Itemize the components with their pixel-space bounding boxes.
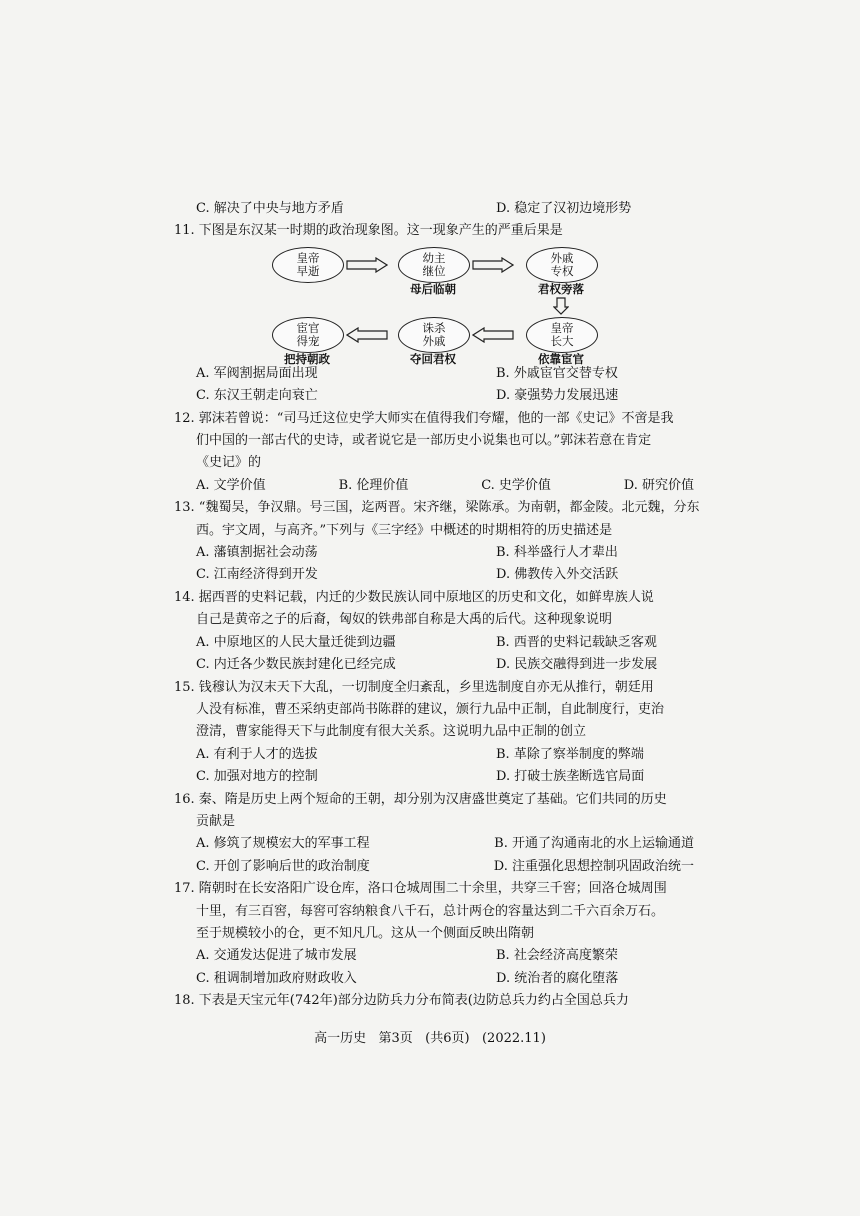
- q13-stem-line2: 西。宇文周，与高齐。”下列与《三字经》中概述的时期相符的历史描述是: [196, 522, 613, 538]
- q14-option-d: D. 民族交融得到进一步发展: [496, 657, 658, 673]
- caption-regain-power: 夺回君权: [410, 351, 456, 366]
- q11-option-b: B. 外戚宦官交替专权: [496, 365, 618, 381]
- question-area: [174, 198, 700, 1013]
- arrow-right-2: [472, 257, 514, 273]
- q14-option-b: B. 西晋的史料记载缺乏客观: [496, 634, 657, 650]
- caption-power-lost: 君权旁落: [538, 281, 584, 296]
- q16-stem-line1: 16. 秦、隋是历史上两个短命的王朝，却分别为汉唐盛世奠定了基础。它们共同的历史: [174, 791, 667, 807]
- q16-option-d: D. 注重强化思想控制巩固政治统一: [493, 858, 694, 874]
- caption-rely-eunuchs: 依靠宦官: [538, 351, 584, 366]
- q10-option-c: C. 解决了中央与地方矛盾: [196, 201, 344, 216]
- node-emperor-early-death: 皇帝 早逝: [272, 247, 344, 283]
- q15-option-c: C. 加强对地方的控制: [196, 769, 318, 785]
- q15-stem-line1: 15. 钱穆认为汉末天下大乱，一切制度全归紊乱，乡里选制度自亦无从推行，朝廷用: [174, 679, 654, 695]
- q15-stem-line3: 澄清，曹家能得天下与此制度有很大关系。这说明九品中正制的创立: [196, 724, 587, 740]
- q11-politics-diagram: [174, 245, 694, 366]
- q17-stem-line3: 至于规模较小的仓，更不知凡几。这从一个侧面反映出隋朝: [196, 925, 535, 941]
- q14-stem-line2: 自己是黄帝之子的后裔，匈奴的铁弗部自称是大禹的后代。这种现象说明: [196, 612, 613, 628]
- q11-option-c: C. 东汉王朝走向衰亡: [196, 388, 318, 404]
- q17-option-c: C. 租调制增加政府财政收入: [196, 970, 357, 986]
- q10-options-cd: [174, 198, 694, 220]
- node-kill-consort: 诛杀 外戚: [398, 317, 470, 353]
- q13-option-d: D. 佛教传入外交活跃: [496, 567, 619, 583]
- q15-stem-line2: 人没有标准，曹丕采纳吏部尚书陈群的建议，颁行九品中正制，自此制度行，吏治: [196, 701, 665, 717]
- q14-options-cd: [174, 654, 694, 676]
- node-emperor-grown: 皇帝 长大: [526, 317, 598, 353]
- caption-control-court: 把持朝政: [284, 351, 330, 366]
- q13-option-c: C. 江南经济得到开发: [196, 567, 318, 583]
- q17-option-d: D. 统治者的腐化堕落: [496, 970, 619, 986]
- q17-stem-line2: 十里，有三百窖，每窖可容纳粮食八千石，总计两仓的容量达到二千六百余万石。: [196, 903, 665, 919]
- q12-options: [174, 475, 694, 497]
- arrow-left-1: [472, 327, 514, 343]
- q18-stem-line1: 18. 下表是天宝元年(742年)部分边防兵力分布简表(边防总兵力约占全国总兵力: [174, 993, 629, 1009]
- q13-options-ab: [174, 542, 694, 564]
- q14-stem-line1: 14. 据西晋的史料记载，内迁的少数民族认同中原地区的历史和文化，如鲜卑族人说: [174, 589, 654, 605]
- q15-option-a: A. 有利于人才的选拔: [196, 746, 318, 762]
- q16-options-cd: [174, 856, 694, 878]
- q16-option-c: C. 开创了影响后世的政治制度: [196, 858, 370, 874]
- q17-options-cd: [174, 968, 694, 990]
- q12-option-b: B. 伦理价值: [338, 477, 409, 493]
- arrow-right-1: [346, 257, 388, 273]
- caption-empress-regency: 母后临朝: [410, 281, 456, 296]
- q11-stem: 11. 下图是东汉某一时期的政治现象图。这一现象产生的严重后果是: [174, 223, 563, 239]
- q13-stem-line1: 13. “魏蜀吴，争汉鼎。号三国，迄两晋。宋齐继，梁陈承。为南朝，都金陵。北元魏，分东: [174, 500, 700, 516]
- q16-stem-line2: 贡献是: [196, 813, 236, 829]
- page-footer: 高一历史 第3页 (共6页) (2022.11): [314, 1031, 546, 1046]
- q12-stem-line1: 12. 郭沫若曾说：“司马迁这位史学大师实在值得我们夸耀，他的一部《史记》不啻是我: [174, 410, 674, 426]
- q15-options-cd: [174, 766, 694, 788]
- q12-option-d: D. 研究价值: [623, 477, 695, 493]
- q12-option-a: A. 文学价值: [196, 477, 266, 493]
- q16-option-b: B. 开通了沟通南北的水上运输通道: [494, 836, 694, 852]
- q10-option-d: D. 稳定了汉初边境形势: [496, 201, 632, 216]
- q11-option-a: A. 军阀割据局面出现: [196, 365, 318, 381]
- q13-option-a: A. 藩镇割据社会动荡: [196, 545, 318, 561]
- arrow-left-2: [346, 327, 388, 343]
- node-young-ruler: 幼主 继位: [398, 247, 470, 283]
- q13-option-b: B. 科举盛行人才辈出: [496, 545, 618, 561]
- q16-options-ab: [174, 833, 694, 855]
- q12-stem-line2: 们中国的一部古代的史诗，或者说它是一部历史小说集也可以。”郭沫若意在肯定: [196, 433, 652, 449]
- q15-option-d: D. 打破士族垄断选官局面: [496, 769, 645, 785]
- arrow-down: [553, 297, 569, 315]
- q17-stem-line1: 17. 隋朝时在长安洛阳广设仓库，洛口仓城周围二十余里，共穿三千窖；回洛仓城周围: [174, 881, 667, 897]
- node-consort-clan: 外戚 专权: [526, 247, 598, 283]
- q12-option-c: C. 史学价值: [481, 477, 551, 493]
- q12-stem-line3: 《史记》的: [196, 455, 262, 471]
- q11-options-ab: [174, 363, 694, 385]
- q14-option-c: C. 内迁各少数民族封建化已经完成: [196, 657, 396, 673]
- q17-options-ab: [174, 945, 694, 967]
- q15-options-ab: [174, 744, 694, 766]
- q13-options-cd: [174, 564, 694, 586]
- q14-options-ab: [174, 632, 694, 654]
- q17-option-a: A. 交通发达促进了城市发展: [196, 948, 357, 964]
- node-eunuch-favored: 宦官 得宠: [272, 317, 344, 353]
- q16-option-a: A. 修筑了规模宏大的军事工程: [196, 836, 370, 852]
- q14-option-a: A. 中原地区的人民大量迁徙到边疆: [196, 634, 396, 650]
- q17-option-b: B. 社会经济高度繁荣: [496, 948, 618, 964]
- q11-option-d: D. 豪强势力发展迅速: [496, 388, 619, 404]
- q15-option-b: B. 革除了察举制度的弊端: [496, 746, 644, 762]
- q11-options-cd: [174, 385, 694, 407]
